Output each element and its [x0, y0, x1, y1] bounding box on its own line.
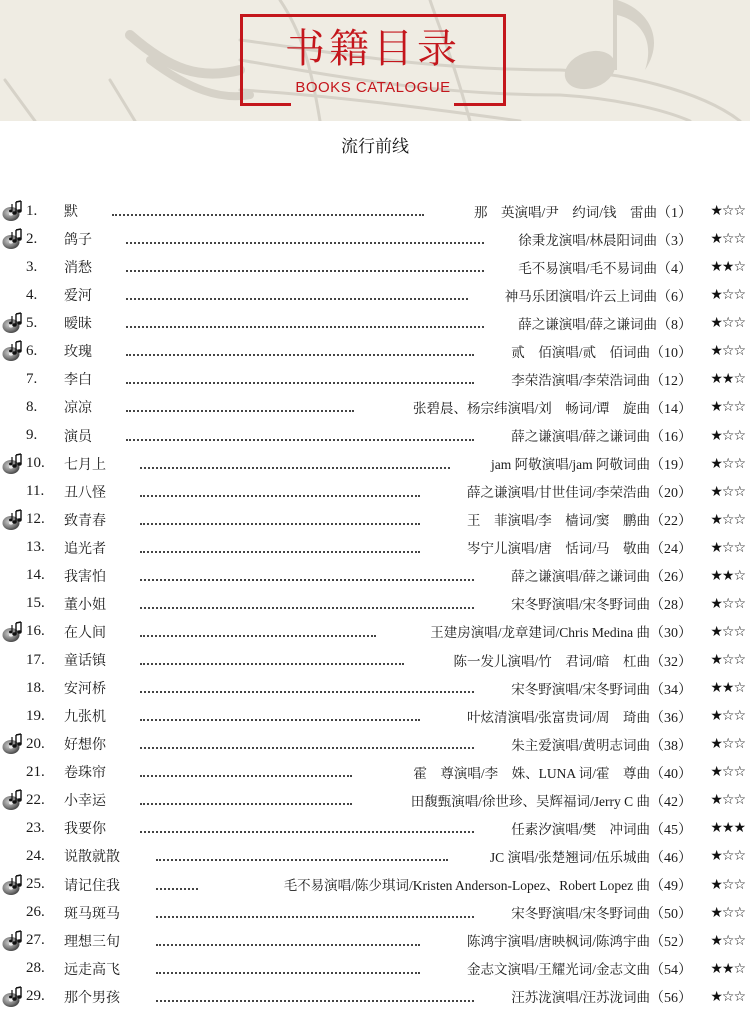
toc-entry[interactable] [0, 702, 750, 730]
toc-entry[interactable] [0, 871, 750, 899]
toc-entry[interactable] [0, 814, 750, 842]
song-title: 请记住我 [64, 878, 120, 894]
page-number: （24） [650, 542, 692, 558]
performer-credit: 薛之谦演唱/薛之谦词曲 [511, 569, 650, 585]
dot-leader [140, 803, 352, 805]
page-number: （46） [650, 850, 692, 866]
song-title: 那个男孩 [64, 990, 120, 1006]
page-number: （40） [650, 766, 692, 782]
catalogue-title-frame [240, 14, 506, 103]
toc-entry[interactable] [0, 281, 750, 309]
toc-entry[interactable] [0, 842, 750, 870]
performer-credit: 岑宁儿演唱/唐 恬词/马 敬曲 [466, 541, 650, 557]
entry-credit [511, 565, 692, 586]
difficulty-stars: ★☆☆ [710, 343, 745, 360]
song-title: 丑八怪 [64, 485, 106, 501]
difficulty-stars: ★★☆ [710, 259, 745, 276]
cd-music-icon [2, 621, 26, 643]
difficulty-stars: ★★★ [710, 820, 745, 837]
toc-entry[interactable] [0, 562, 750, 590]
page-number: （19） [650, 458, 692, 474]
page-number: （20） [650, 486, 692, 502]
entry-credit [411, 790, 692, 811]
performer-credit: 神马乐团演唱/许云上词曲 [504, 288, 657, 304]
song-title: 凉凉 [64, 401, 92, 417]
entry-credit [511, 593, 692, 614]
entry-credit [511, 986, 692, 1007]
dot-leader [140, 579, 474, 581]
performer-credit: 李荣浩演唱/李荣浩词曲 [511, 372, 650, 388]
frame-bottom-right-rule [454, 103, 506, 106]
song-title: 九张机 [64, 710, 106, 726]
toc-entry[interactable] [0, 534, 750, 562]
frame-bottom-left-rule [240, 103, 291, 106]
entry-credit [467, 706, 692, 727]
performer-credit: 陈一发儿演唱/竹 君词/暗 杠曲 [453, 653, 650, 669]
dot-leader [126, 326, 484, 328]
entry-number: 19. [26, 707, 45, 724]
cd-music-icon [2, 874, 26, 896]
entry-credit [511, 341, 692, 362]
toc-entry[interactable] [0, 450, 750, 478]
toc-entry[interactable] [0, 899, 750, 927]
performer-credit: 那 英演唱/尹 约词/钱 雷曲 [473, 204, 657, 220]
entry-number: 24. [26, 847, 45, 864]
cd-music-icon [2, 340, 26, 362]
performer-credit: 薛之谦演唱/甘世佳词/李荣浩曲 [466, 485, 650, 501]
cd-music-icon [2, 789, 26, 811]
song-title: 理想三旬 [64, 934, 120, 950]
toc-entry[interactable] [0, 955, 750, 983]
dot-leader [126, 242, 484, 244]
song-title: 致青春 [64, 513, 106, 529]
dot-leader [140, 635, 376, 637]
entry-number: 15. [26, 595, 45, 612]
catalogue-banner [0, 0, 750, 121]
section-title: 流行前线 [341, 137, 409, 157]
cd-music-icon [2, 986, 26, 1008]
toc-entry[interactable] [0, 337, 750, 365]
difficulty-stars: ★☆☆ [710, 708, 745, 725]
dot-leader [126, 270, 484, 272]
performer-credit: 宋冬野演唱/宋冬野词曲 [511, 681, 650, 697]
entry-credit [518, 257, 692, 278]
difficulty-stars: ★☆☆ [710, 848, 745, 865]
entry-credit [467, 958, 692, 979]
toc-entry[interactable] [0, 197, 750, 225]
song-title: 七月上 [64, 457, 106, 473]
difficulty-stars: ★☆☆ [710, 876, 745, 893]
dot-leader [140, 747, 474, 749]
dot-leader [112, 214, 424, 216]
difficulty-stars: ★★☆ [710, 371, 745, 388]
song-title: 玫瑰 [64, 345, 92, 361]
dot-leader [140, 607, 474, 609]
performer-credit: 朱主爱演唱/黄明志词曲 [511, 737, 650, 753]
toc-entry[interactable] [0, 506, 750, 534]
page-number: （38） [650, 738, 692, 754]
page-number: （14） [650, 401, 692, 417]
entry-credit [467, 481, 692, 502]
entry-number: 4. [26, 286, 38, 303]
page-number: （4） [657, 261, 692, 277]
dot-leader [126, 439, 474, 441]
song-title: 爱河 [64, 289, 92, 305]
difficulty-stars: ★☆☆ [710, 483, 745, 500]
song-title: 我要你 [64, 822, 106, 838]
performer-credit: 叶炫清演唱/张富贵词/周 琦曲 [466, 709, 650, 725]
difficulty-stars: ★☆☆ [710, 792, 745, 809]
entry-credit [511, 678, 692, 699]
toc-entry[interactable] [0, 365, 750, 393]
page-number: （34） [650, 682, 692, 698]
toc-entry[interactable] [0, 646, 750, 674]
page-number: （26） [650, 570, 692, 586]
entry-credit [511, 818, 692, 839]
entry-number: 5. [26, 314, 38, 331]
performer-credit: 毛不易演唱/陈少琪词/Kristen Anderson-Lopez、Robert Lopez 曲 [283, 878, 650, 894]
entry-credit [518, 229, 692, 250]
entry-number: 27. [26, 932, 45, 949]
toc-entry[interactable] [0, 983, 750, 1011]
toc-entry[interactable] [0, 393, 750, 421]
dot-leader [126, 382, 474, 384]
toc-entry[interactable] [0, 309, 750, 337]
song-title: 演员 [64, 429, 92, 445]
entry-credit [511, 734, 692, 755]
song-title: 好想你 [64, 738, 106, 754]
entry-number: 7. [26, 370, 38, 387]
difficulty-stars: ★☆☆ [710, 932, 745, 949]
toc-entry[interactable] [0, 927, 750, 955]
entry-number: 16. [26, 623, 45, 640]
difficulty-stars: ★☆☆ [710, 595, 745, 612]
song-title: 追光者 [64, 541, 106, 557]
entry-number: 26. [26, 904, 45, 921]
performer-credit: 霍 尊演唱/李 姝、LUNA 词/霍 尊曲 [413, 765, 650, 781]
song-title: 小幸运 [64, 794, 106, 810]
entry-number: 12. [26, 511, 45, 528]
page-number: （32） [650, 654, 692, 670]
difficulty-stars: ★★☆ [710, 680, 745, 697]
performer-credit: 金志文演唱/王耀光词/金志文曲 [466, 962, 650, 978]
difficulty-stars: ★☆☆ [710, 623, 745, 640]
difficulty-stars: ★☆☆ [710, 231, 745, 248]
entry-number: 14. [26, 567, 45, 584]
dot-leader [156, 1000, 474, 1002]
performer-credit: 张碧晨、杨宗纬演唱/刘 畅词/谭 旋曲 [412, 400, 650, 416]
song-title: 童话镇 [64, 654, 106, 670]
difficulty-stars: ★☆☆ [710, 988, 745, 1005]
difficulty-stars: ★☆☆ [710, 764, 745, 781]
song-title: 鸽子 [64, 233, 92, 249]
dot-leader [140, 775, 352, 777]
page-number: （22） [650, 514, 692, 530]
entry-credit [467, 509, 692, 530]
toc-entry[interactable] [0, 758, 750, 786]
performer-credit: 徐秉龙演唱/林晨阳词曲 [518, 232, 657, 248]
performer-credit: 毛不易演唱/毛不易词曲 [518, 260, 657, 276]
entry-credit [430, 621, 692, 642]
cd-music-icon [2, 312, 26, 334]
performer-credit: JC 演唱/张楚翘词/伍乐城曲 [489, 849, 650, 865]
entry-number: 17. [26, 651, 45, 668]
toc-entry[interactable] [0, 225, 750, 253]
dot-leader [140, 523, 420, 525]
dot-leader [140, 831, 474, 833]
page-number: （36） [650, 710, 692, 726]
dot-leader [140, 691, 474, 693]
dot-leader [140, 467, 450, 469]
performer-credit: 宋冬野演唱/宋冬野词曲 [511, 906, 650, 922]
performer-credit: 王建房演唱/龙章建词/Chris Medina 曲 [430, 625, 650, 641]
difficulty-stars: ★☆☆ [710, 736, 745, 753]
difficulty-stars: ★☆☆ [710, 455, 745, 472]
entry-credit [413, 397, 692, 418]
dot-leader [156, 859, 448, 861]
dot-leader [126, 410, 354, 412]
song-title: 在人间 [64, 625, 106, 641]
page-number: （6） [657, 289, 692, 305]
dot-leader [140, 551, 420, 553]
song-title: 卷珠帘 [64, 766, 106, 782]
entry-credit [467, 537, 692, 558]
song-title: 李白 [64, 373, 92, 389]
cd-music-icon [2, 200, 26, 222]
entry-credit [284, 874, 692, 895]
entry-credit [518, 313, 692, 334]
entry-credit [490, 846, 692, 867]
difficulty-stars: ★★☆ [710, 567, 745, 584]
entry-number: 22. [26, 791, 45, 808]
page-number: （54） [650, 963, 692, 979]
page-number: （45） [650, 822, 692, 838]
dot-leader [126, 298, 468, 300]
entry-credit [453, 650, 692, 671]
performer-credit: 任素汐演唱/樊 冲词曲 [511, 821, 650, 837]
entry-number: 9. [26, 427, 38, 444]
song-title: 董小姐 [64, 597, 106, 613]
song-title: 安河桥 [64, 682, 106, 698]
page-number: （42） [650, 794, 692, 810]
toc-entry[interactable] [0, 674, 750, 702]
entry-credit [474, 201, 692, 222]
difficulty-stars: ★☆☆ [710, 511, 745, 528]
difficulty-stars: ★☆☆ [710, 427, 745, 444]
entry-number: 6. [26, 342, 38, 359]
cd-music-icon [2, 930, 26, 952]
entry-number: 1. [26, 202, 38, 219]
performer-credit: 薛之谦演唱/薛之谦词曲 [518, 316, 657, 332]
entry-number: 21. [26, 763, 45, 780]
entry-credit [511, 425, 692, 446]
performer-credit: 汪苏泷演唱/汪苏泷词曲 [511, 990, 650, 1006]
difficulty-stars: ★☆☆ [710, 315, 745, 332]
dot-leader [140, 719, 420, 721]
song-title: 我害怕 [64, 569, 106, 585]
entry-number: 10. [26, 455, 45, 472]
toc-entry[interactable] [0, 590, 750, 618]
entry-credit [505, 285, 692, 306]
page-number: （8） [657, 317, 692, 333]
toc-entry[interactable] [0, 253, 750, 281]
catalogue-subtitle: BOOKS CATALOGUE [295, 79, 451, 96]
song-title: 消愁 [64, 261, 92, 277]
entry-number: 3. [26, 258, 38, 275]
entry-number: 20. [26, 735, 45, 752]
toc-entry[interactable] [0, 478, 750, 506]
difficulty-stars: ★☆☆ [710, 287, 745, 304]
entry-number: 25. [26, 876, 45, 893]
dot-leader [126, 354, 474, 356]
page-number: （28） [650, 598, 692, 614]
page-number: （49） [650, 879, 692, 895]
performer-credit: 宋冬野演唱/宋冬野词曲 [511, 597, 650, 613]
performer-credit: 贰 佰演唱/贰 佰词曲 [511, 344, 650, 360]
cd-music-icon [2, 453, 26, 475]
dot-leader [156, 972, 420, 974]
entry-number: 18. [26, 679, 45, 696]
song-title: 远走高飞 [64, 962, 120, 978]
page-number: （56） [650, 991, 692, 1007]
song-title: 说散就散 [64, 850, 120, 866]
cd-music-icon [2, 228, 26, 250]
song-title: 斑马斑马 [64, 906, 120, 922]
cd-music-icon [2, 509, 26, 531]
performer-credit: 薛之谦演唱/薛之谦词曲 [511, 429, 650, 445]
page-number: （10） [650, 345, 692, 361]
difficulty-stars: ★☆☆ [710, 652, 745, 669]
difficulty-stars: ★★☆ [710, 960, 745, 977]
entry-number: 23. [26, 819, 45, 836]
toc-entry[interactable] [0, 786, 750, 814]
entry-number: 2. [26, 230, 38, 247]
entry-credit [491, 453, 692, 474]
entry-credit [467, 930, 692, 951]
performer-credit: 王 菲演唱/李 樯词/窦 鹏曲 [466, 513, 650, 529]
page-number: （16） [650, 430, 692, 446]
song-title: 暧昧 [64, 317, 92, 333]
performer-credit: jam 阿敬演唱/jam 阿敬词曲 [491, 457, 650, 473]
cd-music-icon [2, 733, 26, 755]
catalogue-title: 书籍目录 [285, 26, 461, 72]
song-title: 默 [64, 205, 78, 221]
dot-leader [140, 495, 420, 497]
page-number: （52） [650, 935, 692, 951]
performer-credit: 陈鸿宇演唱/唐映枫词/陈鸿宇曲 [466, 934, 650, 950]
entry-credit [511, 902, 692, 923]
toc-entry[interactable] [0, 618, 750, 646]
table-of-contents [0, 197, 750, 1011]
toc-entry[interactable] [0, 422, 750, 450]
entry-number: 28. [26, 960, 45, 977]
entry-number: 29. [26, 988, 45, 1005]
entry-number: 13. [26, 539, 45, 556]
dot-leader [156, 888, 198, 890]
difficulty-stars: ★☆☆ [710, 539, 745, 556]
dot-leader [156, 916, 474, 918]
entry-credit [413, 762, 692, 783]
page-number: （50） [650, 907, 692, 923]
page-number: （30） [650, 626, 692, 642]
page-number: （1） [657, 205, 692, 221]
toc-entry[interactable] [0, 730, 750, 758]
page-number: （3） [657, 233, 692, 249]
difficulty-stars: ★☆☆ [710, 203, 745, 220]
performer-credit: 田馥甄演唱/徐世珍、吴辉福词/Jerry C 曲 [410, 793, 650, 809]
page-number: （12） [650, 373, 692, 389]
entry-number: 11. [26, 483, 45, 500]
entry-credit [511, 369, 692, 390]
dot-leader [156, 944, 420, 946]
difficulty-stars: ★☆☆ [710, 904, 745, 921]
entry-number: 8. [26, 398, 38, 415]
difficulty-stars: ★☆☆ [710, 399, 745, 416]
dot-leader [140, 663, 404, 665]
